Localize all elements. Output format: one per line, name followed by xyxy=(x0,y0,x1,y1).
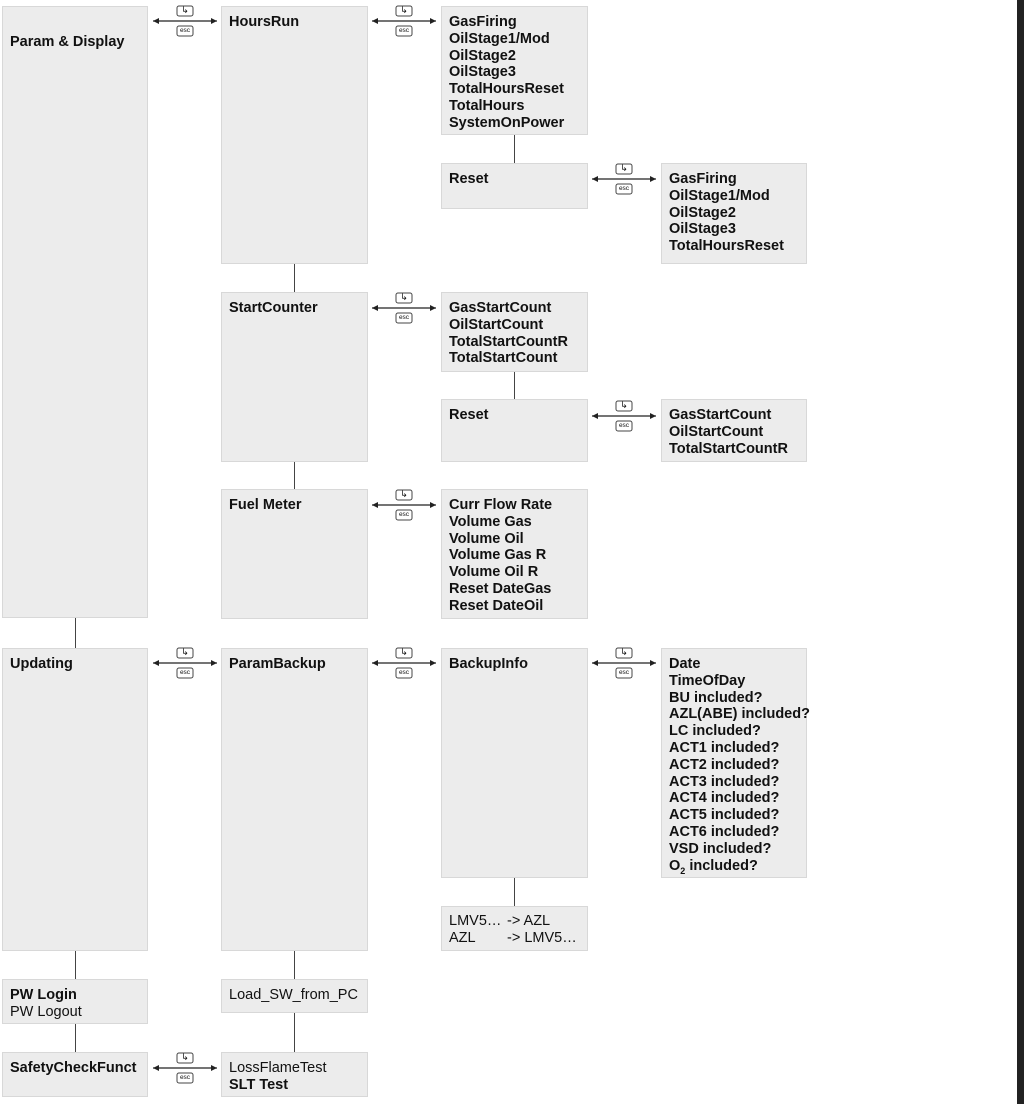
page-edge-bar xyxy=(1017,0,1024,1104)
load-sw-label: Load_SW_from_PC xyxy=(229,987,358,1003)
hoursrun-reset-title: Reset xyxy=(449,171,489,187)
enter-key-icon: ↳ xyxy=(181,1052,189,1062)
nav-arrow-group xyxy=(370,647,438,681)
parambackup-title: ParamBackup xyxy=(229,656,326,672)
updating-title: Updating xyxy=(10,656,73,672)
connector-line xyxy=(514,135,515,163)
list-item: OilStage3 xyxy=(669,221,736,238)
safety-check-title: SafetyCheckFunct xyxy=(10,1060,137,1076)
list-item: SystemOnPower xyxy=(449,114,565,131)
startcounter-reset-title: Reset xyxy=(449,407,489,423)
startcounter-box[interactable] xyxy=(221,292,368,462)
esc-key-icon: esc xyxy=(398,511,410,518)
list-item: OilStage2 xyxy=(669,204,736,221)
nav-arrow-group xyxy=(370,292,438,326)
startcounter-title: StartCounter xyxy=(229,300,318,316)
fuelmeter-box[interactable] xyxy=(221,489,368,619)
transfer-box[interactable] xyxy=(441,906,588,951)
esc-key-icon: esc xyxy=(179,1074,191,1081)
esc-key-icon: esc xyxy=(618,185,630,192)
esc-key-icon: esc xyxy=(398,27,410,34)
list-item: TotalHoursReset xyxy=(449,81,564,98)
list-item: ACT4 included? xyxy=(669,790,780,807)
connector-line xyxy=(294,462,295,489)
list-item: ACT1 included? xyxy=(669,739,780,756)
list-item: OilStage1/Mod xyxy=(669,187,770,204)
list-item: OilStartCount xyxy=(449,316,544,333)
esc-key-icon: esc xyxy=(179,669,191,676)
list-item: Volume Gas R xyxy=(449,547,547,564)
loss-flame-label: LossFlameTest xyxy=(229,1060,327,1076)
slt-box[interactable] xyxy=(221,1052,368,1097)
list-item: Reset DateOil xyxy=(449,597,544,614)
nav-arrow-group xyxy=(370,5,438,39)
list-item: OilStage2 xyxy=(449,47,516,64)
esc-key-icon: esc xyxy=(398,669,410,676)
list-item: GasStartCount xyxy=(669,407,772,423)
list-item: VSD included? xyxy=(669,840,772,857)
list-item: OilStartCount xyxy=(669,423,764,440)
fuelmeter-items-box[interactable] xyxy=(441,489,588,619)
transfer-row: AZL -> LMV5… xyxy=(449,929,577,946)
nav-arrow-group xyxy=(151,1052,219,1086)
list-item: TotalStartCountR xyxy=(669,440,788,457)
connector-line xyxy=(294,1013,295,1052)
list-item: LC included? xyxy=(669,723,761,740)
list-item: GasFiring xyxy=(669,171,737,187)
list-item: BU included? xyxy=(669,689,763,706)
list-item: ACT5 included? xyxy=(669,807,780,824)
startcounter-items-box[interactable] xyxy=(441,292,588,372)
esc-key-icon: esc xyxy=(179,27,191,34)
connector-line xyxy=(294,951,295,979)
list-item: TotalStartCount xyxy=(449,350,558,367)
transfer-row: LMV5… -> AZL xyxy=(449,913,551,929)
enter-key-icon: ↳ xyxy=(400,292,408,302)
list-item: ACT6 included? xyxy=(669,823,780,840)
fuelmeter-title: Fuel Meter xyxy=(229,497,302,513)
list-item: GasFiring xyxy=(449,14,517,30)
backupinfo-title: BackupInfo xyxy=(449,656,528,672)
nav-arrow-group xyxy=(370,489,438,523)
list-item: ACT2 included? xyxy=(669,756,780,773)
load-sw-box[interactable] xyxy=(221,979,368,1013)
nav-arrow-group xyxy=(590,400,658,434)
list-item: Date xyxy=(669,656,701,672)
slt-label: SLT Test xyxy=(229,1076,289,1093)
startcounter-reset-box[interactable] xyxy=(441,399,588,462)
param-display-box[interactable] xyxy=(2,6,148,618)
list-item: Curr Flow Rate xyxy=(449,497,553,513)
esc-key-icon: esc xyxy=(398,314,410,321)
enter-key-icon: ↳ xyxy=(181,647,189,657)
hoursrun-reset-items-box[interactable] xyxy=(661,163,807,264)
enter-key-icon: ↳ xyxy=(620,163,628,173)
esc-key-icon: esc xyxy=(618,422,630,429)
enter-key-icon: ↳ xyxy=(620,400,628,410)
list-item: TotalHours xyxy=(449,97,525,114)
list-item: OilStage3 xyxy=(449,64,516,81)
hoursrun-title: HoursRun xyxy=(229,14,300,30)
nav-arrow-group xyxy=(151,5,219,39)
enter-key-icon: ↳ xyxy=(620,647,628,657)
list-item: TotalStartCountR xyxy=(449,333,568,350)
pw-login-label: PW Login xyxy=(10,987,77,1003)
hoursrun-reset-box[interactable] xyxy=(441,163,588,209)
hoursrun-box[interactable] xyxy=(221,6,368,264)
connector-line xyxy=(514,878,515,906)
nav-arrow-group xyxy=(590,647,658,681)
param-display-title: Param & Display xyxy=(10,34,125,50)
pw-logout-label: PW Logout xyxy=(10,1003,82,1020)
hoursrun-items-box[interactable] xyxy=(441,6,588,135)
connector-line xyxy=(75,1024,76,1052)
nav-arrow-group xyxy=(151,647,219,681)
safety-check-box[interactable] xyxy=(2,1052,148,1097)
pw-box[interactable] xyxy=(2,979,148,1024)
list-item: TotalHoursReset xyxy=(669,238,784,255)
backupinfo-box[interactable] xyxy=(441,648,588,878)
list-item: Reset DateGas xyxy=(449,580,552,597)
list-item: OilStage1/Mod xyxy=(449,30,550,47)
connector-line xyxy=(514,372,515,399)
connector-line xyxy=(75,618,76,648)
enter-key-icon: ↳ xyxy=(400,5,408,15)
nav-arrow-group xyxy=(590,163,658,197)
parambackup-box[interactable] xyxy=(221,648,368,951)
enter-key-icon: ↳ xyxy=(181,5,189,15)
connector-line xyxy=(294,264,295,292)
list-item: AZL(ABE) included? xyxy=(669,706,810,723)
list-item: ACT3 included? xyxy=(669,773,780,790)
list-item: Volume Oil R xyxy=(449,564,539,581)
enter-key-icon: ↳ xyxy=(400,489,408,499)
list-item-o2: $O_2$ included? xyxy=(669,857,758,876)
esc-key-icon: esc xyxy=(618,669,630,676)
connector-line xyxy=(75,951,76,979)
list-item: Volume Gas xyxy=(449,513,532,530)
list-item: GasStartCount xyxy=(449,300,552,316)
updating-box[interactable] xyxy=(2,648,148,951)
list-item: Volume Oil xyxy=(449,530,524,547)
enter-key-icon: ↳ xyxy=(400,647,408,657)
backup-items-box[interactable] xyxy=(661,648,810,878)
startcounter-reset-items-box[interactable] xyxy=(661,399,807,462)
list-item: TimeOfDay xyxy=(669,672,746,689)
